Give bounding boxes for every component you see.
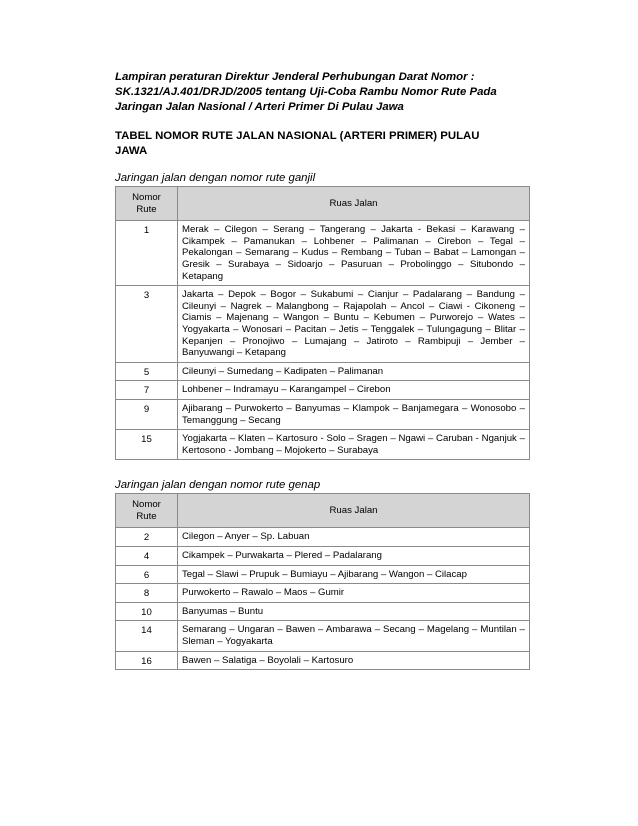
title-line-2: JAWA [115, 145, 148, 157]
table-row [116, 602, 530, 621]
table-row [116, 621, 530, 651]
column-header-number-line-1: Nomor [132, 499, 161, 511]
table-row [116, 651, 530, 670]
route-number: 15 [116, 430, 178, 460]
column-header-route: Ruas Jalan [178, 494, 530, 528]
document-title [115, 129, 527, 159]
header-line-2: SK.1321/AJ.401/DRJD/2005 tentang Uji-Coba Rambu Nomor Rute Pada [115, 86, 497, 98]
route-segments: Cikampek – Purwakarta – Plered – Padalarang [178, 547, 530, 566]
column-header-number-line-1: Nomor [132, 192, 161, 203]
route-segments: Tegal – Slawi – Prupuk – Bumiayu – Ajibarang – Wangon – Cilacap [178, 565, 530, 584]
table-row [116, 381, 530, 400]
column-header-number [116, 494, 178, 528]
route-number: 8 [116, 584, 178, 603]
odd-table-caption: Jaringan jalan dengan nomor rute ganjil [115, 172, 316, 184]
route-segments: Cilegon – Anyer – Sp. Labuan [178, 528, 530, 547]
document-header [115, 70, 527, 115]
route-number: 14 [116, 621, 178, 651]
route-segments: Semarang – Ungaran – Bawen – Ambarawa – Secang – Magelang – Muntilan – Sleman – Yogyakarta [178, 621, 530, 651]
route-segments: Cileunyi – Sumedang – Kadipaten – Palimanan [178, 362, 530, 381]
route-segments: Merak – Cilegon – Serang – Tangerang – Jakarta - Bekasi – Karawang – Cikampek – Pamanukan – Lohbener – Palimanan – Cirebon – Tegal – Pekalongan – Semarang – Kudus – Rembang – Tuban – Babat – Lamongan – Gresik – Surabaya – Sidoarjo – Pasuruan – Probolinggo – Situbondo – Ketapang [178, 221, 530, 286]
table-header-row [116, 494, 530, 528]
document-page [115, 70, 527, 670]
route-number: 16 [116, 651, 178, 670]
table-row [116, 221, 530, 286]
route-number: 7 [116, 381, 178, 400]
route-number: 1 [116, 221, 178, 286]
column-header-number [116, 187, 178, 221]
route-number: 5 [116, 362, 178, 381]
table-row [116, 362, 530, 381]
column-header-route: Ruas Jalan [178, 187, 530, 221]
table-header-row [116, 187, 530, 221]
table-row [116, 584, 530, 603]
route-number: 10 [116, 602, 178, 621]
route-number: 4 [116, 547, 178, 566]
route-number: 2 [116, 528, 178, 547]
column-header-number-line-2: Rute [136, 203, 157, 215]
table-row [116, 528, 530, 547]
header-line-3: Jaringan Jalan Nasional / Arteri Primer Di Pulau Jawa [115, 101, 404, 113]
header-line-1: Lampiran peraturan Direktur Jenderal Perhubungan Darat Nomor : [115, 71, 475, 83]
route-number: 6 [116, 565, 178, 584]
column-header-number-line-2: Rute [136, 510, 157, 522]
route-number: 3 [116, 286, 178, 363]
route-number: 9 [116, 399, 178, 429]
table-row [116, 430, 530, 460]
route-segments: Bawen – Salatiga – Boyolali – Kartosuro [178, 651, 530, 670]
route-segments: Jakarta – Depok – Bogor – Sukabumi – Cianjur – Padalarang – Bandung – Cileunyi – Nagrek – Malangbong – Rajapolah – Ancol – Ciawi - Cikoneng – Ciamis – Majenang – Wangon – Buntu – Kebumen – Purworejo – Wates – Yogyakarta – Wonosari – Pacitan – Jetis – Tenggalek – Tulungagung – Blitar – Kepanjen – Pronojiwo – Lumajang – Jatiroto – Rambipuji – Jember – Banyuwangi – Ketapang [178, 286, 530, 363]
table-row [116, 565, 530, 584]
route-segments: Ajibarang – Purwokerto – Banyumas – Klampok – Banjamegara – Wonosobo – Temanggung – Secang [178, 399, 530, 429]
route-segments: Banyumas – Buntu [178, 602, 530, 621]
table-row [116, 547, 530, 566]
table-row [116, 399, 530, 429]
odd-route-table [115, 186, 530, 460]
route-segments: Lohbener – Indramayu – Karangampel – Cirebon [178, 381, 530, 400]
title-line-1: TABEL NOMOR RUTE JALAN NASIONAL (ARTERI PRIMER) PULAU [115, 130, 480, 142]
table-row [116, 286, 530, 363]
route-segments: Purwokerto – Rawalo – Maos – Gumir [178, 584, 530, 603]
even-table-caption: Jaringan jalan dengan nomor rute genap [115, 479, 321, 492]
route-segments: Yogjakarta – Klaten – Kartosuro - Solo – Sragen – Ngawi – Caruban - Nganjuk – Kertosono - Jombang – Mojokerto – Surabaya [178, 430, 530, 460]
even-route-table [115, 493, 530, 670]
